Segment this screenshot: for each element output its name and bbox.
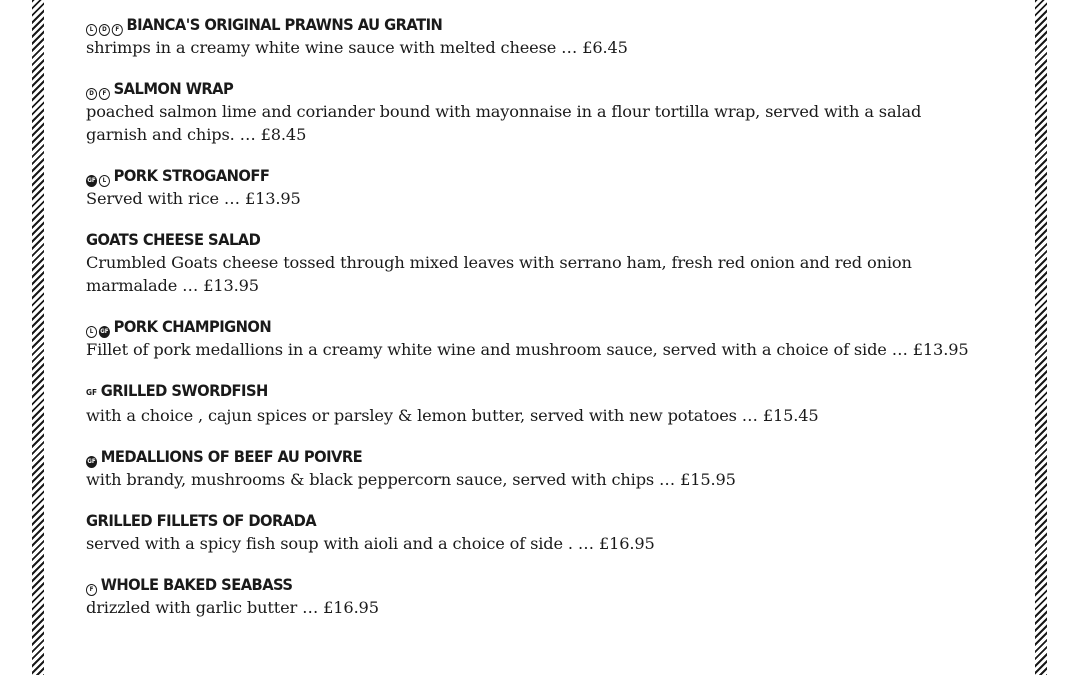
dairy-icon: D	[99, 24, 110, 36]
menu-item-name: WHOLE BAKED SEABASS	[100, 575, 293, 594]
menu-item-description: with a choice , cajun spices or parsley & lemon butter, served with new potatoes … £15.45	[86, 406, 819, 425]
fish-icon: F	[86, 584, 97, 596]
menu-item-name: GRILLED FILLETS OF DORADA	[86, 511, 317, 530]
menu-item-name: PORK CHAMPIGNON	[113, 317, 272, 336]
menu-item-description: served with a spicy fish soup with aioli and a choice of side . … £16.95	[86, 534, 655, 553]
menu-item-description: with brandy, mushrooms & black peppercorn sauce, served with chips … £15.95	[86, 470, 736, 489]
menu-item-title	[86, 14, 914, 36]
gluten-free-icon: GF	[99, 326, 110, 338]
gluten-free-icon: GF	[86, 175, 97, 187]
gluten-free-icon: GF	[86, 456, 97, 468]
menu-item-description: shrimps in a creamy white wine sauce with melted cheese … £6.45	[86, 38, 628, 57]
menu-item-title	[86, 446, 914, 468]
menu-item-name: GOATS CHEESE SALAD	[86, 230, 261, 249]
menu-item	[86, 446, 986, 491]
decorative-border-left	[32, 0, 44, 675]
menu-item-title	[86, 78, 914, 100]
menu-item-title	[86, 380, 914, 404]
menu-item	[86, 229, 986, 297]
decorative-border-right	[1035, 0, 1047, 675]
menu-item-title	[86, 316, 914, 338]
dairy-icon: D	[86, 88, 97, 100]
menu-item	[86, 78, 986, 146]
menu-item-description: poached salmon lime and coriander bound with mayonnaise in a flour tortilla wrap, served with a salad garnish and chips. … £8.45	[86, 102, 922, 144]
menu-item	[86, 510, 986, 555]
menu-item-name: GRILLED SWORDFISH	[100, 381, 268, 400]
menu-item-description: Crumbled Goats cheese tossed through mixed leaves with serrano ham, fresh red onion and red onion marmalade … £13.95	[86, 253, 912, 295]
menu-item	[86, 574, 986, 619]
menu-item-name: MEDALLIONS OF BEEF AU POIVRE	[100, 447, 363, 466]
lactose-icon: L	[86, 24, 97, 36]
menu-item-title	[86, 229, 914, 251]
lactose-icon: L	[99, 175, 110, 187]
menu-item-name: SALMON WRAP	[113, 79, 234, 98]
menu-item-name: PORK STROGANOFF	[113, 166, 270, 185]
fish-icon: F	[99, 88, 110, 100]
menu-item	[86, 380, 986, 427]
menu-item-title	[86, 510, 914, 532]
menu-item-title	[86, 165, 914, 187]
menu-item-description: Served with rice … £13.95	[86, 189, 301, 208]
menu-item	[86, 165, 986, 210]
gluten-free-plain-icon: GF	[86, 388, 98, 397]
menu-item-description: Fillet of pork medallions in a creamy white wine and mushroom sauce, served with a choice of side … £13.95	[86, 340, 969, 359]
menu-item	[86, 316, 986, 361]
menu-item	[86, 14, 986, 59]
menu-item-description: drizzled with garlic butter … £16.95	[86, 598, 379, 617]
menu-item-title	[86, 574, 914, 596]
lactose-icon: L	[86, 326, 97, 338]
menu-item-name: BIANCA'S ORIGINAL PRAWNS AU GRATIN	[126, 15, 443, 34]
menu-list	[86, 14, 986, 638]
fish-icon: F	[112, 24, 123, 36]
